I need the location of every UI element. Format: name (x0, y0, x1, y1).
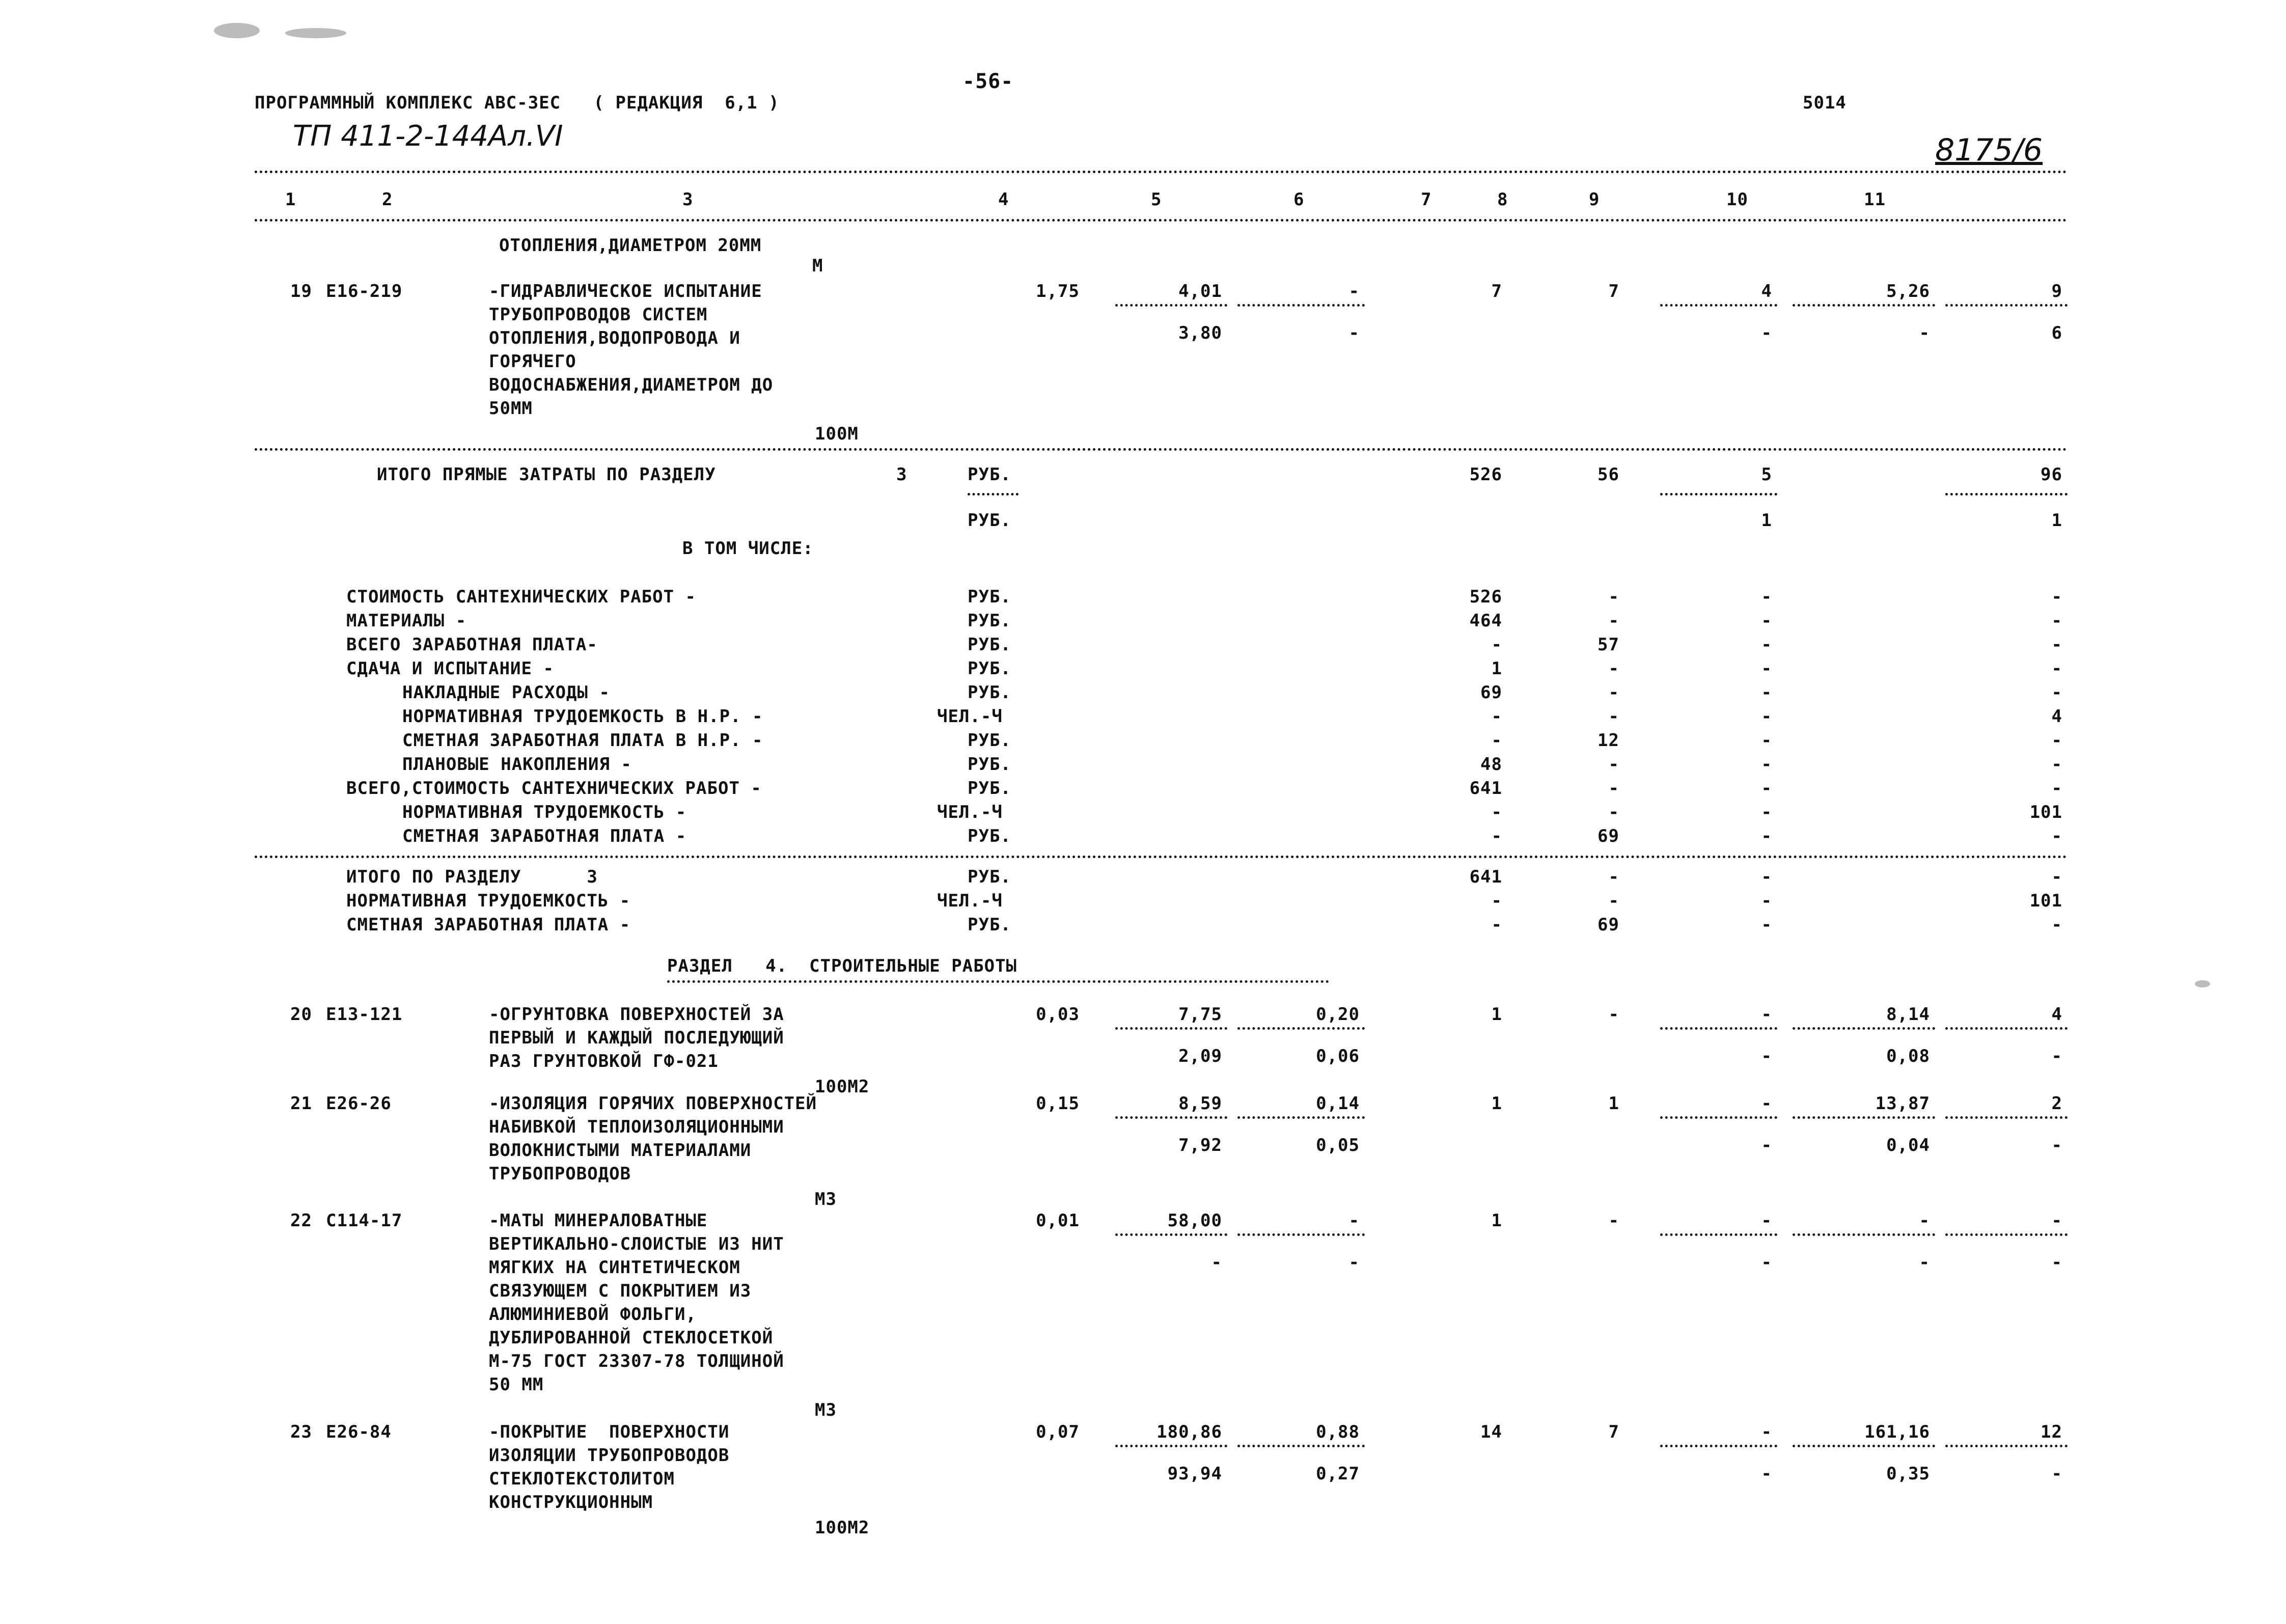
machine-value: - (1761, 611, 1772, 631)
unit-label: РУБ. (968, 778, 1011, 799)
program-title: ПРОГРАММНЫЙ КОМПЛЕКС АВС-ЗЕС ( РЕДАКЦИЯ 6,1 ) (255, 93, 780, 113)
total-wage-value: 12 (1598, 730, 1619, 751)
machine-sub: 1 (1761, 510, 1772, 531)
labor-value: - (1919, 1210, 1930, 1231)
item-description: -ОГРУНТОВКА ПОВЕРХНОСТЕЙ ЗА (489, 1004, 784, 1025)
sub-underline (1793, 1233, 1935, 1236)
sub-underline (1660, 1116, 1777, 1119)
item-number: 20 (290, 1004, 312, 1025)
wage-sub: - (1348, 1252, 1360, 1273)
total-cost-value: - (1491, 826, 1502, 846)
unit-label: РУБ. (968, 754, 1011, 775)
labor-value: 13,87 (1875, 1093, 1930, 1114)
unit-label: РУБ. (968, 464, 1011, 485)
labor-sub: 0,08 (1886, 1046, 1930, 1066)
item-description: ВЕРТИКАЛЬНО-СЛОИСТЫЕ ИЗ НИТ (489, 1234, 784, 1254)
machine-value: - (1761, 682, 1772, 703)
item-unit: 100М (815, 424, 859, 444)
total-wage-value: - (1608, 658, 1619, 679)
machine-value: - (1761, 754, 1772, 775)
summary-label: СМЕТНАЯ ЗАРАБОТНАЯ ПЛАТА - (346, 915, 631, 935)
column-number: 6 (1293, 189, 1305, 210)
total-cost-value: 1 (1491, 1004, 1502, 1025)
total-cost-value: 526 (1469, 587, 1502, 607)
unit-cost-value: 58,00 (1167, 1210, 1222, 1231)
item-code: Е26-84 (326, 1422, 392, 1442)
item-description: ДУБЛИРОВАННОЙ СТЕКЛОСЕТКОЙ (489, 1328, 774, 1348)
qty-value: 0,07 (1036, 1422, 1080, 1442)
qty-value: 1,75 (1036, 281, 1080, 301)
total-cost-value: 1 (1491, 1093, 1502, 1114)
labor-total-sub: 1 (2051, 510, 2062, 531)
total-cost-value: 641 (1469, 778, 1502, 799)
project-number: ТП 411-2-144Ал.VI (293, 120, 563, 153)
labor-total-value: - (2051, 1210, 2062, 1231)
unit-cost-value: 4,01 (1178, 281, 1222, 301)
labor-total-value: 4 (2051, 706, 2062, 727)
labor-value: 8,14 (1886, 1004, 1930, 1025)
total-wage-value: - (1608, 1210, 1619, 1231)
labor-total-value: - (2051, 778, 2062, 799)
sub-underline (1115, 1027, 1227, 1030)
machine-sub: - (1761, 1252, 1772, 1273)
item-description: НАБИВКОЙ ТЕПЛОИЗОЛЯЦИОННЫМИ (489, 1117, 784, 1137)
total-wage-value: 7 (1608, 281, 1619, 301)
item-description: ПЕРВЫЙ И КАЖДЫЙ ПОСЛЕДУЮЩИЙ (489, 1028, 784, 1048)
labor-total-sub: - (2051, 1135, 2062, 1155)
sub-underline (1945, 1027, 2068, 1030)
scan-noise (285, 28, 346, 38)
labor-total-value: 12 (2041, 1422, 2062, 1442)
sub-underline (1237, 1116, 1365, 1119)
document-code: 5014 (1803, 93, 1847, 113)
summary-label: ВСЕГО,СТОИМОСТЬ САНТЕХНИЧЕСКИХ РАБОТ - (346, 778, 762, 799)
item-description: 50 ММ (489, 1374, 544, 1395)
total-cost-value: - (1491, 802, 1502, 822)
total-wage-value: - (1608, 587, 1619, 607)
machine-value: - (1761, 891, 1772, 911)
unit-label: РУБ. (968, 658, 1011, 679)
labor-total-value: 96 (2041, 464, 2062, 485)
item-unit: 100М2 (815, 1077, 870, 1097)
item-description: -ПОКРЫТИЕ ПОВЕРХНОСТИ (489, 1422, 730, 1442)
item-description: -ГИДРАВЛИЧЕСКОЕ ИСПЫТАНИЕ (489, 281, 762, 301)
item-description: ИЗОЛЯЦИИ ТРУБОПРОВОДОВ (489, 1445, 730, 1466)
header-bottom-rule (255, 219, 2068, 222)
qty-value: 0,15 (1036, 1093, 1080, 1114)
machine-sub: - (1761, 1464, 1772, 1484)
machine-value: - (1761, 658, 1772, 679)
labor-total-value: - (2051, 682, 2062, 703)
total-wage-value: - (1608, 1004, 1619, 1025)
qty-value: 0,03 (1036, 1004, 1080, 1025)
labor-sub: - (1919, 323, 1930, 343)
sub-underline (1793, 1027, 1935, 1030)
unit-label: РУБ. (968, 510, 1011, 531)
unit-cost-sub: 2,09 (1178, 1046, 1222, 1066)
total-cost-value: 641 (1469, 867, 1502, 887)
machine-value: - (1761, 915, 1772, 935)
total-wage-value: - (1608, 802, 1619, 822)
item-description: МЯГКИХ НА СИНТЕТИЧЕСКОМ (489, 1257, 740, 1278)
wage-value: 0,20 (1316, 1004, 1360, 1025)
unit-cost-value: 7,75 (1178, 1004, 1222, 1025)
labor-total-value: - (2051, 658, 2062, 679)
machine-value: - (1761, 826, 1772, 846)
item-number: 21 (290, 1093, 312, 1114)
labor-total-value: - (2051, 611, 2062, 631)
column-number: 9 (1589, 189, 1600, 210)
summary-label: СТОИМОСТЬ САНТЕХНИЧЕСКИХ РАБОТ - (346, 587, 697, 607)
wage-sub: 0,06 (1316, 1046, 1360, 1066)
item-code: Е13-121 (326, 1004, 403, 1025)
sub-underline (1945, 304, 2068, 307)
wage-sub: 0,05 (1316, 1135, 1360, 1155)
labor-total-sub: - (2051, 1252, 2062, 1273)
sub-underline (968, 493, 1018, 496)
sub-underline (1660, 493, 1777, 496)
summary-label: СМЕТНАЯ ЗАРАБОТНАЯ ПЛАТА В Н.Р. - (402, 730, 763, 751)
unit-label: РУБ. (968, 826, 1011, 846)
unit-label: ЧЕЛ.-Ч (937, 891, 1003, 911)
total-cost-value: 48 (1480, 754, 1502, 775)
unit-label: РУБ. (968, 635, 1011, 655)
column-number: 1 (285, 189, 296, 210)
wage-sub: - (1348, 323, 1360, 343)
labor-sub: - (1919, 1252, 1930, 1273)
item-description: ТРУБОПРОВОДОВ СИСТЕМ (489, 305, 708, 325)
sheet-number: 8175/6 (1935, 132, 2043, 168)
machine-value: - (1761, 1422, 1772, 1442)
sub-underline (1237, 1233, 1365, 1236)
unit-label: РУБ. (968, 730, 1011, 751)
summary-label: ВСЕГО ЗАРАБОТНАЯ ПЛАТА- (346, 635, 598, 655)
total-cost-value: - (1491, 915, 1502, 935)
column-number: 2 (382, 189, 393, 210)
unit-cost-sub: - (1211, 1252, 1222, 1273)
labor-sub: 0,35 (1886, 1464, 1930, 1484)
item-unit: 100М2 (815, 1518, 870, 1538)
machine-value: - (1761, 802, 1772, 822)
labor-total-sub: - (2051, 1464, 2062, 1484)
item-code: С114-17 (326, 1210, 403, 1231)
total-cost-value: 526 (1469, 464, 1502, 485)
labor-total-value: - (2051, 587, 2062, 607)
column-number: 3 (682, 189, 694, 210)
machine-value: - (1761, 1093, 1772, 1114)
column-number: 8 (1497, 189, 1508, 210)
sub-underline (1793, 304, 1935, 307)
machine-sub: - (1761, 323, 1772, 343)
labor-total-value: - (2051, 826, 2062, 846)
column-number: 5 (1151, 189, 1162, 210)
machine-value: - (1761, 730, 1772, 751)
sub-underline (1945, 1233, 2068, 1236)
total-cost-value: 7 (1491, 281, 1502, 301)
item-code: Е16-219 (326, 281, 403, 301)
item-description: -МАТЫ МИНЕРАЛОВАТНЫЕ (489, 1210, 708, 1231)
sub-underline (1945, 1116, 2068, 1119)
unit-cost-sub: 3,80 (1178, 323, 1222, 343)
machine-value: - (1761, 778, 1772, 799)
total-wage-value: - (1608, 754, 1619, 775)
section-rule (255, 856, 2068, 858)
sub-underline (1115, 304, 1227, 307)
machine-value: - (1761, 635, 1772, 655)
total-wage-value: - (1608, 778, 1619, 799)
sub-underline (1945, 1445, 2068, 1447)
unit-label: РУБ. (968, 867, 1011, 887)
item-description: СТЕКЛОТЕКСТОЛИТОМ (489, 1469, 675, 1489)
unit-cost-sub: 93,94 (1167, 1464, 1222, 1484)
item-description: ОТОПЛЕНИЯ,ДИАМЕТРОМ 20ММ (499, 235, 762, 256)
summary-label: НОРМАТИВНАЯ ТРУДОЕМКОСТЬ - (346, 891, 631, 911)
wage-value: - (1348, 281, 1360, 301)
labor-total-sub: 6 (2051, 323, 2062, 343)
summary-label: ПЛАНОВЫЕ НАКОПЛЕНИЯ - (402, 754, 632, 775)
item-number: 22 (290, 1210, 312, 1231)
total-cost-value: 69 (1480, 682, 1502, 703)
item-number: 19 (290, 281, 312, 301)
total-wage-value: - (1608, 611, 1619, 631)
item-description: ТРУБОПРОВОДОВ (489, 1164, 631, 1184)
section-rule (255, 448, 2068, 451)
page-number: -56- (962, 70, 1014, 93)
wage-value: - (1348, 1210, 1360, 1231)
labor-value: 161,16 (1864, 1422, 1930, 1442)
machine-value: - (1761, 1210, 1772, 1231)
labor-total-value: - (2051, 730, 2062, 751)
sub-underline (1115, 1445, 1227, 1447)
item-description: ВОДОСНАБЖЕНИЯ,ДИАМЕТРОМ ДО (489, 375, 774, 395)
unit-label: РУБ. (968, 587, 1011, 607)
labor-value: 5,26 (1886, 281, 1930, 301)
summary-label: НАКЛАДНЫЕ РАСХОДЫ - (402, 682, 610, 703)
machine-value: - (1761, 706, 1772, 727)
sub-underline (1115, 1233, 1227, 1236)
total-wage-value: - (1608, 867, 1619, 887)
total-cost-value: - (1491, 635, 1502, 655)
total-wage-value: 7 (1608, 1422, 1619, 1442)
sub-underline (1237, 304, 1365, 307)
machine-sub: - (1761, 1046, 1772, 1066)
total-wage-value: - (1608, 891, 1619, 911)
sub-underline (1660, 1445, 1777, 1447)
sub-underline (1115, 1116, 1227, 1119)
column-number: 4 (998, 189, 1009, 210)
qty-value: 0,01 (1036, 1210, 1080, 1231)
summary-label: ИТОГО ПО РАЗДЕЛУ 3 (346, 867, 598, 887)
total-wage-value: 1 (1608, 1093, 1619, 1114)
total-cost-value: 14 (1480, 1422, 1502, 1442)
item-description: -ИЗОЛЯЦИЯ ГОРЯЧИХ ПОВЕРХНОСТЕЙ (489, 1093, 817, 1114)
labor-total-value: - (2051, 867, 2062, 887)
summary-label: НОРМАТИВНАЯ ТРУДОЕМКОСТЬ В Н.Р. - (402, 706, 763, 727)
machine-value: - (1761, 587, 1772, 607)
summary-label: МАТЕРИАЛЫ - (346, 611, 467, 631)
total-cost-value: 1 (1491, 1210, 1502, 1231)
labor-total-sub: - (2051, 1046, 2062, 1066)
total-wage-value: 69 (1598, 915, 1619, 935)
total-cost-value: - (1491, 891, 1502, 911)
item-description: ВОЛОКНИСТЫМИ МАТЕРИАЛАМИ (489, 1140, 752, 1161)
sub-underline (1793, 1445, 1935, 1447)
sub-underline (1793, 1116, 1935, 1119)
sub-underline (1660, 304, 1777, 307)
total-wage-value: 57 (1598, 635, 1619, 655)
total-cost-value: 1 (1491, 658, 1502, 679)
wage-sub: 0,27 (1316, 1464, 1360, 1484)
labor-total-value: - (2051, 635, 2062, 655)
item-description: ГОРЯЧЕГО (489, 351, 576, 372)
machine-value: - (1761, 1004, 1772, 1025)
item-unit: М3 (815, 1189, 837, 1209)
item-unit: М3 (815, 1400, 837, 1420)
sub-underline (1660, 1233, 1777, 1236)
section-title: РАЗДЕЛ 4. СТРОИТЕЛЬНЫЕ РАБОТЫ (667, 956, 1017, 976)
scan-noise (2195, 980, 2210, 987)
item-description: РАЗ ГРУНТОВКОЙ ГФ-021 (489, 1051, 719, 1071)
labor-total-value: 101 (2029, 802, 2062, 822)
wage-value: 0,14 (1316, 1093, 1360, 1114)
item-description: КОНСТРУКЦИОННЫМ (489, 1492, 653, 1512)
item-code: Е26-26 (326, 1093, 392, 1114)
item-description: СВЯЗУЮЩЕМ С ПОКРЫТИЕМ ИЗ (489, 1281, 752, 1301)
summary-label: СМЕТНАЯ ЗАРАБОТНАЯ ПЛАТА - (402, 826, 687, 846)
machine-sub: - (1761, 1135, 1772, 1155)
total-wage-value: - (1608, 706, 1619, 727)
unit-cost-value: 180,86 (1156, 1422, 1222, 1442)
wage-value: 0,88 (1316, 1422, 1360, 1442)
labor-total-value: - (2051, 754, 2062, 775)
unit-cost-sub: 7,92 (1178, 1135, 1222, 1155)
labor-total-value: 2 (2051, 1093, 2062, 1114)
sub-underline (1237, 1027, 1365, 1030)
column-number: 10 (1726, 189, 1748, 210)
item-description: М-75 ГОСТ 23307-78 ТОЛЩИНОЙ (489, 1351, 784, 1371)
total-cost-value: - (1491, 706, 1502, 727)
sub-underline (1237, 1445, 1365, 1447)
labor-total-value: 4 (2051, 1004, 2062, 1025)
total-wage-value: - (1608, 682, 1619, 703)
total-cost-value: 464 (1469, 611, 1502, 631)
unit-label: РУБ. (968, 915, 1011, 935)
header-top-rule (255, 171, 2068, 173)
unit-cost-value: 8,59 (1178, 1093, 1222, 1114)
section-total-label: ИТОГО ПРЯМЫЕ ЗАТРАТЫ ПО РАЗДЕЛУ (377, 464, 716, 485)
labor-sub: 0,04 (1886, 1135, 1930, 1155)
machine-value: - (1761, 867, 1772, 887)
scan-noise (214, 23, 260, 38)
sub-underline (1945, 493, 2068, 496)
labor-total-value: 101 (2029, 891, 2062, 911)
labor-total-value: - (2051, 915, 2062, 935)
section-number: 3 (896, 464, 907, 485)
summary-label: СДАЧА И ИСПЫТАНИЕ - (346, 658, 554, 679)
section-title-underline (667, 980, 1329, 983)
unit-label: ЧЕЛ.-Ч (937, 706, 1003, 727)
sub-underline (1660, 1027, 1777, 1030)
unit-label: ЧЕЛ.-Ч (937, 802, 1003, 822)
item-unit: М (812, 256, 823, 276)
unit-label: РУБ. (968, 611, 1011, 631)
machine-value: 4 (1761, 281, 1772, 301)
item-number: 23 (290, 1422, 312, 1442)
summary-label: НОРМАТИВНАЯ ТРУДОЕМКОСТЬ - (402, 802, 687, 822)
labor-total-value: 9 (2051, 281, 2062, 301)
item-description: ОТОПЛЕНИЯ,ВОДОПРОВОДА И (489, 328, 740, 348)
column-number: 11 (1864, 189, 1886, 210)
total-cost-value: - (1491, 730, 1502, 751)
item-description: АЛЮМИНИЕВОЙ ФОЛЬГИ, (489, 1304, 697, 1325)
column-number: 7 (1421, 189, 1432, 210)
item-description: 50ММ (489, 398, 533, 419)
unit-label: РУБ. (968, 682, 1011, 703)
total-wage-value: 56 (1598, 464, 1619, 485)
total-wage-value: 69 (1598, 826, 1619, 846)
including-heading: В ТОМ ЧИСЛЕ: (682, 538, 814, 559)
machine-value: 5 (1761, 464, 1772, 485)
